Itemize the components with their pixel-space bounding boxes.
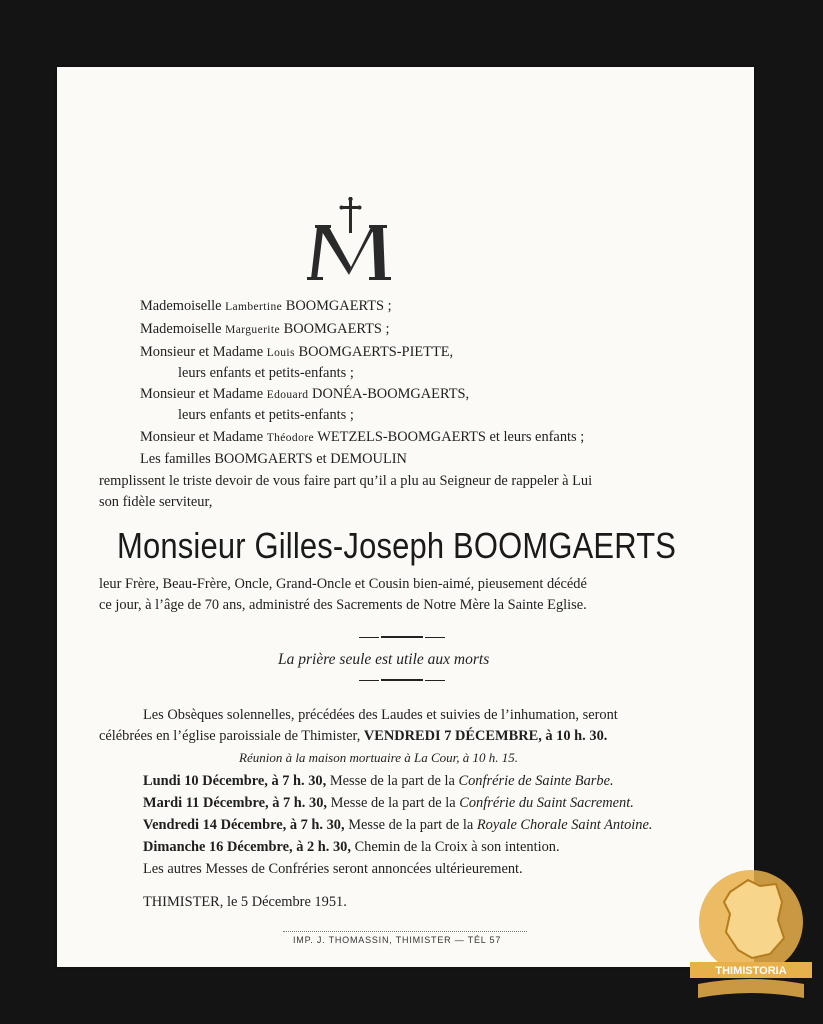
family-line-5: Monsieur et Madame Théodore WETZELS-BOOMGAERTS et leurs enfants ;: [140, 429, 585, 445]
intro-line-2: son fidèle serviteur,: [99, 494, 213, 510]
motto: La prière seule est utile aux morts: [278, 651, 490, 668]
printer-divider: [283, 931, 527, 932]
thimistoria-logo-icon: [690, 862, 812, 1012]
place-date: THIMISTER, le 5 Décembre 1951.: [143, 894, 347, 910]
mass-line-3: Vendredi 14 Décembre, à 7 h. 30, Messe de la part de la Royale Chorale Saint Antoine.: [143, 817, 653, 833]
printer-imprint: IMP. J. THOMASSIN, THIMISTER — TÉL 57: [293, 935, 502, 945]
mass-line-2: Mardi 11 Décembre, à 7 h. 30, Messe de la part de la Confrérie du Saint Sacrement.: [143, 795, 634, 811]
marian-monogram-icon: [305, 197, 397, 283]
family-line-4-continued: leurs enfants et petits-enfants ;: [178, 407, 354, 423]
family-line-4: Monsieur et Madame Edouard DONÉA-BOOMGAERTS,: [140, 386, 470, 402]
ornament-rule: [359, 680, 379, 681]
other-masses-line: Les autres Messes de Confréries seront annoncées ultérieurement.: [143, 861, 523, 877]
obituary-card: [57, 67, 754, 967]
ornament-rule: [425, 680, 445, 681]
family-line-3: Monsieur et Madame Louis BOOMGAERTS-PIETTE,: [140, 344, 454, 360]
ornament-rule: [425, 637, 445, 638]
ornament-rule: [359, 637, 379, 638]
family-line-1: Mademoiselle Lambertine BOOMGAERTS ;: [140, 298, 392, 314]
ornament-rule: [381, 636, 423, 638]
description-line-1: leur Frère, Beau-Frère, Oncle, Grand-Oncle et Cousin bien-aimé, pieusement décédé: [99, 576, 587, 592]
obseques-line-1: Les Obsèques solennelles, précédées des Laudes et suivies de l’inhumation, seront: [143, 707, 618, 723]
family-line-3-continued: leurs enfants et petits-enfants ;: [178, 365, 354, 381]
logo-text: THIMISTORIA: [715, 965, 787, 977]
mass-line-4: Dimanche 16 Décembre, à 2 h. 30, Chemin de la Croix à son intention.: [143, 839, 560, 855]
reunion-line: Réunion à la maison mortuaire à La Cour, à 10 h. 15.: [239, 750, 519, 765]
mass-line-1: Lundi 10 Décembre, à 7 h. 30, Messe de la part de la Confrérie de Sainte Barbe.: [143, 773, 614, 789]
family-line-6: Les familles BOOMGAERTS et DEMOULIN: [140, 451, 407, 467]
obseques-line-2: célébrées en l’église paroissiale de Thimister, VENDREDI 7 DÉCEMBRE, à 10 h. 30.: [99, 728, 608, 744]
family-line-2: Mademoiselle Marguerite BOOMGAERTS ;: [140, 321, 390, 337]
intro-line-1: remplissent le triste devoir de vous faire part qu’il a plu au Seigneur de rappeler à Lui: [99, 473, 593, 489]
description-line-2: ce jour, à l’âge de 70 ans, administré des Sacrements de Notre Mère la Sainte Eglise.: [99, 597, 587, 613]
deceased-name: Monsieur Gilles-Joseph BOOMGAERTS: [117, 525, 677, 566]
ornament-rule: [381, 679, 423, 681]
